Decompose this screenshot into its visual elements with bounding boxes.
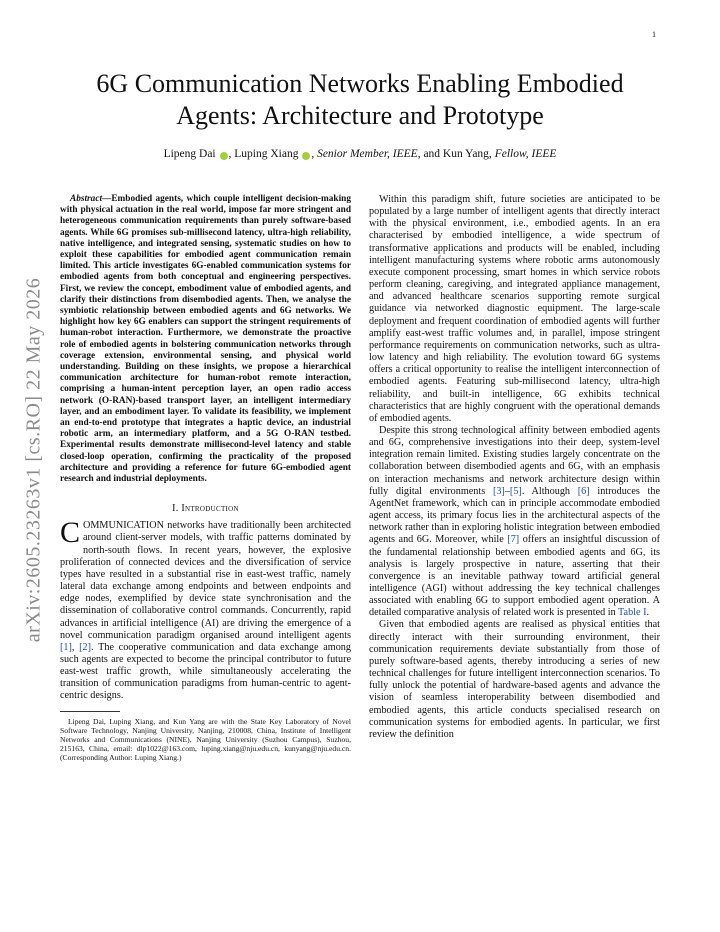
author-name: , and Kun Yang,: [417, 148, 495, 160]
author-role: Senior Member, IEEE: [317, 148, 418, 160]
citation-link[interactable]: [3]: [492, 485, 505, 497]
footnote-divider: [60, 711, 120, 712]
body-paragraph: Despite this strong technological affinity between embodied agents and 6G, comprehensive investigations into their deep, system-level integration remain limited. Existing studies largely concentrate on the collaboration between disembodied agents and 6G, with an emphasis on interaction mechanisms and network architecture design within fully digital environments [3]–[5]. Although [6] introduces the AgentNet framework, which can in principle accommodate embodied agent access, its primary focus lies in the architectural aspects of the network rather than in exploring holistic integration between embodied agents and 6G. Moreover, while [7] offers an insightful discussion of the fundamental relationship between embodied agents and 6G, its analysis is largely prospective in nature, asserting that their convergence is an inevitable pathway toward artificial general intelligence (AGI) without addressing the key technical challenges associated with enabling 6G to support embodied agent operation. A detailed comparative analysis of related work is presented in Table I.: [369, 424, 660, 619]
abstract-text: —Embodied agents, which couple intelligent decision-making with physical actuation in the real world, impose far more stringent and heterogeneous communication requirements than purely software-based agents. While 6G promises sub-millisecond latency, ultra-high reliability, native intelligence, and integrated sensing, systematic studies on how to exploit these capabilities for embodied agent communication remain limited. This article investigates 6G-enabled communication systems for embodied agents from both conceptual and engineering perspectives. First, we review the concept, embodiment value of embodied agents, and clarify their distinctions from disembodied agents. Then, we analyse the symbiotic relationship between embodied agents and 6G networks. We highlight how key 6G enablers can support the stringent requirements of human-robot interaction. Furthermore, we demonstrate the proactive role of embodied agents in bolstering communication networks through coverage extension, environmental sensing, and physical world understanding. Building on these insights, we propose a hierarchical communication architecture for human-robot remote interaction, comprising a human-intent perception layer, an open radio access network (O-RAN)-based transport layer, an intelligent intermediary layer, and an embodiment layer. To validate its feasibility, we implement an end-to-end prototype that integrates a haptic device, an industrial robotic arm, an intermediary platform, and a 5G O-RAN testbed. Experimental results demonstrate millisecond-level latency and stable closed-loop operation, confirming the practicality of the proposed architecture and providing a reference for future 6G-embodied agent research and industrial deployments.: [60, 194, 351, 485]
arxiv-identifier: [20, 250, 48, 670]
orcid-icon[interactable]: [220, 152, 228, 160]
paper-title: 6G Communication Networks Enabling Embodied Agents: Architecture and Prototype: [96, 69, 624, 130]
abstract: [60, 194, 351, 485]
citation-link[interactable]: [5]: [509, 485, 522, 497]
author-role: Fellow, IEEE: [494, 148, 557, 160]
citation-link[interactable]: [7]: [507, 534, 520, 546]
citation-link[interactable]: [1]: [60, 641, 72, 653]
table-reference-link[interactable]: Table I: [618, 607, 647, 619]
abstract-label: Abstract: [70, 194, 103, 204]
author-name: Luping Xiang: [234, 148, 299, 160]
arxiv-identifier-text: arXiv:2605.23263v1 [cs.RO] 22 May 2026: [22, 277, 45, 643]
body-paragraph: Within this paradigm shift, future societies are anticipated to be populated by a large number of intelligent agents that directly interact with the physical environment, i.e., embodied agents. In an era characterised by embodied intelligence, a wide spectrum of transformative applications and products will be enabled, including intelligent manufacturing systems where robotic arms autonomously execute component processing, smart homes in which service robots perform cleaning, caregiving, and integrated appliance management, and advanced healthcare scenarios supporting remote surgical guidance via networked diagnostic equipment. The large-scale deployment and frequent coordination of embodied agents will further amplify east-west traffic volumes and, in parallel, impose stringent performance requirements on communication networks, such as ultra-low latency and high reliability. The evolution toward 6G systems offers a critical opportunity to realise the intelligent interconnection of embodied agents. Featuring sub-millisecond latency, ultra-high reliability, and built-in intelligence, 6G exhibits technical characteristics that are highly congruent with the operational demands of embodied agents.: [369, 194, 660, 424]
intro-paragraph: COMMUNICATION networks have traditionally been architected around client-server models, with traffic patterns dominated by north-south flows. In recent years, however, the explosive proliferation of connected devices and the diversification of service types have resulted in a substantial rise in east-west traffic, namely lateral data exchange among endpoints and between endpoints and edge nodes, exemplified by device state synchronisation and the dissemination of collaborative control commands. Concurrently, rapid advances in artificial intelligence (AI) are driving the emergence of a novel communication paradigm organised around intelligent agents [1], [2]. The cooperative communication and data exchange among such agents are expected to become the principal contributor to future east-west traffic growth, while simultaneously accelerating the transition of communication paradigms from human-centric to agent-centric designs.: [60, 516, 351, 702]
page-number: 1: [652, 30, 656, 39]
author-line: Lipeng Dai , Luping Xiang , Senior Member, IEEE, and Kun Yang, Fellow, IEEE: [163, 148, 557, 160]
left-column: [60, 194, 351, 763]
section-heading: I. Introduction: [172, 503, 239, 515]
drop-cap: C: [60, 516, 81, 550]
citation-link[interactable]: [6]: [577, 485, 590, 497]
author-name: Lipeng Dai: [163, 148, 216, 160]
body-paragraph: Given that embodied agents are realised as physical entities that directly interact with their surrounding environment, their communication requirements deviate substantially from those of purely software-based agents, thereby introducing a series of new technical challenges for future intelligent interconnection scenarios. To fully unlock the potential of hardware-based agents and advance the vision of seamless interoperability between disembodied and embodied agents, this article conducts specialised research on communication systems for embodied agents. In particular, we first review the definition: [369, 619, 660, 740]
author-affiliation-footnote: Lipeng Dai, Luping Xiang, and Kun Yang are with the State Key Laboratory of Novel Software Technology, Nanjing University, Nanjing, 210008, China, Institute of Intelligent Networks and Communications (NINE), Nanjing University (Suzhou Campus), Suzhou, 215163, China, email: dlp1022@163.com, luping.xiang@nju.edu.cn, kunyang@nju.edu.cn. (Corresponding Author: Luping Xiang.): [60, 716, 351, 763]
citation-link[interactable]: [2]: [79, 641, 92, 653]
right-column: [369, 194, 660, 741]
orcid-icon[interactable]: [302, 152, 310, 160]
